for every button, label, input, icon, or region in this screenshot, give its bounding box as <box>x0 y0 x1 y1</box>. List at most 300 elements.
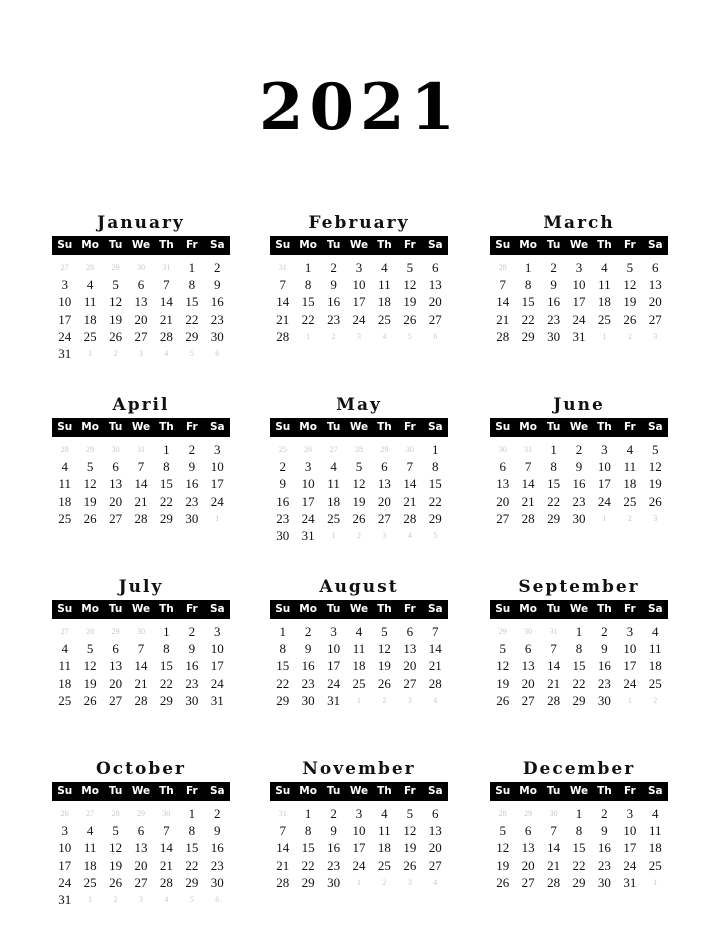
day-cell: 10 <box>623 641 637 657</box>
adjacent-month-day: 2 <box>627 513 632 523</box>
day-cell: 21 <box>547 675 561 691</box>
weekday-label: Sa <box>209 239 225 251</box>
day-cell: 12 <box>403 277 417 293</box>
weekday-label: Sa <box>647 421 663 433</box>
adjacent-month-day: 5 <box>433 530 438 540</box>
day-cell: 6 <box>652 260 659 275</box>
adjacent-month-day: 3 <box>407 877 412 887</box>
day-cell: 12 <box>623 277 637 293</box>
day-cell: 9 <box>188 459 196 475</box>
adjacent-month-day: 30 <box>136 263 145 272</box>
adjacent-month-day: 2 <box>382 877 387 887</box>
weekday-label: We <box>569 785 589 797</box>
day-cell: 31 <box>58 345 72 361</box>
day-cell: 14 <box>134 658 148 674</box>
day-cell: 9 <box>575 459 583 475</box>
day-cell: 13 <box>521 840 535 856</box>
weekday-header <box>490 600 668 619</box>
day-cell: 20 <box>403 658 417 674</box>
day-cell: 1 <box>550 442 557 457</box>
day-cell: 27 <box>428 857 442 873</box>
weekday-label: Mo <box>299 785 317 797</box>
adjacent-month-day: 1 <box>356 695 361 705</box>
day-cell: 18 <box>83 311 97 327</box>
adjacent-month-day: 30 <box>111 445 120 454</box>
day-cell: 30 <box>327 874 341 890</box>
day-cell: 16 <box>301 658 315 674</box>
adjacent-month-day: 6 <box>215 894 220 904</box>
day-cell: 25 <box>83 874 97 890</box>
day-cell: 7 <box>499 277 506 293</box>
day-cell: 11 <box>58 658 71 674</box>
adjacent-month-day: 28 <box>498 263 507 272</box>
day-cell: 21 <box>159 311 173 327</box>
day-cell: 22 <box>547 493 561 509</box>
day-cell: 23 <box>547 311 561 327</box>
weekday-label: Mo <box>81 421 99 433</box>
day-cell: 26 <box>403 311 417 327</box>
adjacent-month-day: 28 <box>111 809 120 818</box>
day-cell: 14 <box>547 840 561 856</box>
weekday-header <box>270 782 448 801</box>
day-cell: 24 <box>327 675 341 691</box>
day-cell: 29 <box>185 328 199 344</box>
day-cell: 24 <box>58 874 72 890</box>
day-cell: 8 <box>575 641 583 657</box>
day-cell: 2 <box>330 806 337 821</box>
month-april <box>52 393 230 527</box>
day-cell: 17 <box>623 840 637 856</box>
day-cell: 30 <box>301 692 315 708</box>
month-name: August <box>319 577 399 597</box>
year-title: 2021 <box>258 70 462 145</box>
weekday-label: Th <box>597 239 612 251</box>
adjacent-month-day: 5 <box>189 894 194 904</box>
day-cell: 22 <box>301 857 315 873</box>
day-grid <box>490 441 668 527</box>
weekday-label: Su <box>495 785 511 797</box>
day-cell: 4 <box>381 806 388 821</box>
weekday-header <box>490 782 668 801</box>
day-cell: 13 <box>377 476 391 492</box>
day-cell: 2 <box>601 624 608 639</box>
day-cell: 17 <box>210 476 224 492</box>
day-cell: 3 <box>575 260 583 275</box>
weekday-label: Mo <box>81 603 99 615</box>
day-cell: 16 <box>185 476 199 492</box>
day-cell: 8 <box>304 823 312 839</box>
day-cell: 17 <box>352 840 366 856</box>
day-cell: 7 <box>550 641 557 657</box>
day-cell: 11 <box>649 641 662 657</box>
day-cell: 10 <box>210 641 224 657</box>
day-cell: 27 <box>521 874 535 890</box>
day-cell: 22 <box>159 675 173 691</box>
day-cell: 6 <box>137 277 145 293</box>
day-grid <box>270 805 448 891</box>
day-cell: 15 <box>572 658 586 674</box>
month-august <box>270 575 448 709</box>
day-cell: 2 <box>304 624 312 639</box>
adjacent-month-day: 1 <box>627 695 632 705</box>
day-cell: 30 <box>597 874 611 890</box>
day-cell: 13 <box>521 658 535 674</box>
adjacent-month-day: 31 <box>549 627 558 636</box>
day-cell: 18 <box>377 840 391 856</box>
month-name: July <box>118 577 164 597</box>
day-cell: 4 <box>355 624 363 639</box>
weekday-label: Tu <box>546 785 561 797</box>
day-cell: 26 <box>352 510 366 526</box>
day-cell: 11 <box>649 823 662 839</box>
day-cell: 10 <box>58 294 72 310</box>
adjacent-month-day: 26 <box>60 809 69 818</box>
day-cell: 28 <box>428 675 442 691</box>
day-cell: 22 <box>185 857 199 873</box>
day-cell: 3 <box>355 260 363 275</box>
day-cell: 15 <box>185 294 199 310</box>
day-cell: 12 <box>496 658 510 674</box>
day-cell: 20 <box>134 311 148 327</box>
day-cell: 22 <box>428 493 442 509</box>
day-cell: 23 <box>327 311 341 327</box>
day-cell: 28 <box>496 328 510 344</box>
weekday-label: We <box>131 421 151 433</box>
day-cell: 31 <box>301 527 315 543</box>
day-cell: 7 <box>432 624 439 639</box>
day-cell: 27 <box>134 874 148 890</box>
day-cell: 27 <box>377 510 391 526</box>
weekday-label: Fr <box>624 239 636 251</box>
day-cell: 26 <box>648 493 662 509</box>
day-cell: 13 <box>428 823 442 839</box>
day-cell: 19 <box>352 493 366 509</box>
day-cell: 1 <box>188 806 196 821</box>
weekday-label: Fr <box>186 785 198 797</box>
day-cell: 11 <box>58 476 71 492</box>
day-cell: 15 <box>301 294 315 310</box>
weekday-header <box>52 418 230 437</box>
weekday-label: We <box>569 421 589 433</box>
weekday-label: Su <box>275 239 291 251</box>
day-cell: 21 <box>159 857 173 873</box>
adjacent-month-day: 30 <box>524 627 533 636</box>
day-cell: 4 <box>626 442 634 457</box>
weekday-label: Mo <box>519 421 537 433</box>
day-grid <box>270 441 448 544</box>
day-cell: 21 <box>276 311 290 327</box>
day-cell: 13 <box>428 277 442 293</box>
adjacent-month-day: 30 <box>498 445 507 454</box>
day-cell: 9 <box>304 641 312 657</box>
day-cell: 25 <box>648 675 662 691</box>
adjacent-month-day: 31 <box>278 809 287 818</box>
day-cell: 10 <box>301 476 315 492</box>
day-grid <box>52 805 230 908</box>
weekday-label: Sa <box>647 603 663 615</box>
adjacent-month-day: 27 <box>60 627 69 636</box>
day-cell: 29 <box>521 328 535 344</box>
day-cell: 16 <box>276 493 290 509</box>
day-cell: 11 <box>352 641 366 657</box>
day-grid <box>490 805 668 891</box>
adjacent-month-day: 3 <box>138 894 143 904</box>
weekday-label: We <box>131 785 151 797</box>
adjacent-month-day: 27 <box>86 809 95 818</box>
weekday-label: Su <box>57 603 73 615</box>
month-name: April <box>112 395 170 415</box>
day-cell: 1 <box>524 260 532 275</box>
day-cell: 2 <box>575 442 583 457</box>
day-cell: 17 <box>58 857 72 873</box>
day-cell: 21 <box>276 857 290 873</box>
day-cell: 13 <box>648 277 662 293</box>
adjacent-month-day: 6 <box>433 331 438 341</box>
day-cell: 3 <box>61 277 68 293</box>
day-cell: 24 <box>210 675 224 691</box>
day-cell: 20 <box>521 675 535 691</box>
day-cell: 28 <box>159 874 173 890</box>
day-cell: 28 <box>521 510 535 526</box>
day-cell: 1 <box>304 260 312 275</box>
day-cell: 15 <box>547 476 561 492</box>
weekday-label: We <box>131 603 151 615</box>
day-cell: 19 <box>377 658 391 674</box>
weekday-label: Mo <box>81 239 99 251</box>
day-cell: 27 <box>109 692 123 708</box>
day-cell: 26 <box>83 692 97 708</box>
day-cell: 25 <box>352 675 366 691</box>
weekday-label: Tu <box>108 421 123 433</box>
day-cell: 16 <box>327 840 341 856</box>
day-cell: 28 <box>547 692 561 708</box>
day-cell: 4 <box>652 624 659 639</box>
day-cell: 19 <box>403 294 417 310</box>
day-cell: 17 <box>301 493 315 509</box>
day-cell: 5 <box>86 459 94 475</box>
day-cell: 29 <box>301 874 315 890</box>
adjacent-month-day: 27 <box>60 263 69 272</box>
weekday-label: Mo <box>519 785 537 797</box>
weekday-label: Mo <box>519 239 537 251</box>
day-cell: 9 <box>330 277 337 293</box>
weekday-label: Mo <box>519 603 537 615</box>
weekday-label: Tu <box>546 603 561 615</box>
weekday-header <box>270 418 448 437</box>
day-cell: 4 <box>601 260 608 275</box>
day-cell: 28 <box>403 510 417 526</box>
adjacent-month-day: 30 <box>549 809 558 818</box>
day-cell: 15 <box>159 476 173 492</box>
day-cell: 6 <box>112 459 119 475</box>
day-cell: 27 <box>134 328 148 344</box>
day-cell: 3 <box>626 806 634 821</box>
day-cell: 9 <box>550 277 557 293</box>
weekday-label: Sa <box>647 785 663 797</box>
weekday-label: Th <box>159 421 174 433</box>
day-cell: 9 <box>330 823 337 839</box>
day-cell: 19 <box>109 311 123 327</box>
weekday-label: Mo <box>299 603 317 615</box>
weekday-label: Su <box>495 421 511 433</box>
adjacent-month-day: 29 <box>111 627 120 636</box>
weekday-label: We <box>569 603 589 615</box>
adjacent-month-day: 1 <box>88 348 93 358</box>
adjacent-month-day: 3 <box>407 695 412 705</box>
day-cell: 17 <box>352 294 366 310</box>
day-cell: 6 <box>524 823 532 839</box>
day-cell: 19 <box>109 857 123 873</box>
adjacent-month-day: 30 <box>405 445 414 454</box>
day-cell: 20 <box>377 493 391 509</box>
day-cell: 26 <box>623 311 637 327</box>
weekday-label: Tu <box>326 239 341 251</box>
day-cell: 5 <box>626 260 634 275</box>
day-cell: 15 <box>572 840 586 856</box>
adjacent-month-day: 1 <box>356 877 361 887</box>
day-cell: 13 <box>134 294 148 310</box>
day-cell: 5 <box>652 442 659 457</box>
month-name: February <box>308 213 410 233</box>
day-cell: 16 <box>185 658 199 674</box>
day-cell: 18 <box>623 476 637 492</box>
adjacent-month-day: 2 <box>113 894 118 904</box>
weekday-label: Mo <box>299 421 317 433</box>
day-cell: 18 <box>83 857 97 873</box>
adjacent-month-day: 28 <box>498 809 507 818</box>
adjacent-month-day: 2 <box>356 530 361 540</box>
adjacent-month-day: 29 <box>86 445 95 454</box>
day-cell: 21 <box>496 311 510 327</box>
adjacent-month-day: 29 <box>111 263 120 272</box>
adjacent-month-day: 29 <box>380 445 389 454</box>
day-cell: 7 <box>163 823 170 839</box>
day-cell: 24 <box>623 675 637 691</box>
adjacent-month-day: 29 <box>136 809 145 818</box>
day-cell: 25 <box>377 857 391 873</box>
adjacent-month-day: 31 <box>162 263 171 272</box>
day-cell: 10 <box>572 277 586 293</box>
weekday-label: Th <box>159 239 174 251</box>
day-cell: 5 <box>499 641 506 657</box>
day-cell: 23 <box>185 675 199 691</box>
day-cell: 1 <box>188 260 196 275</box>
month-may <box>270 393 448 544</box>
weekday-label: Mo <box>299 239 317 251</box>
day-cell: 14 <box>403 476 417 492</box>
weekday-label: Su <box>495 603 511 615</box>
weekday-label: Su <box>275 603 291 615</box>
day-cell: 3 <box>355 806 363 821</box>
day-cell: 2 <box>279 459 286 475</box>
month-name: September <box>518 577 640 597</box>
day-cell: 22 <box>572 675 586 691</box>
day-cell: 28 <box>276 874 290 890</box>
day-cell: 4 <box>86 277 94 293</box>
day-cell: 11 <box>378 823 391 839</box>
day-cell: 17 <box>327 658 341 674</box>
day-cell: 8 <box>279 641 286 657</box>
day-cell: 16 <box>572 476 586 492</box>
day-cell: 8 <box>575 823 583 839</box>
month-november <box>270 757 448 891</box>
day-cell: 9 <box>214 277 221 293</box>
day-cell: 30 <box>185 510 199 526</box>
day-cell: 8 <box>550 459 557 475</box>
day-cell: 28 <box>276 328 290 344</box>
day-cell: 22 <box>572 857 586 873</box>
weekday-header <box>52 600 230 619</box>
weekday-header <box>490 418 668 437</box>
day-cell: 17 <box>210 658 224 674</box>
day-cell: 17 <box>58 311 72 327</box>
day-cell: 23 <box>572 493 586 509</box>
month-name: January <box>97 213 185 233</box>
day-cell: 7 <box>137 641 145 657</box>
day-cell: 17 <box>572 294 586 310</box>
adjacent-month-day: 1 <box>306 331 311 341</box>
day-cell: 8 <box>188 823 196 839</box>
day-cell: 7 <box>279 823 286 839</box>
day-cell: 26 <box>83 510 97 526</box>
weekday-label: Tu <box>108 785 123 797</box>
weekday-label: Mo <box>81 785 99 797</box>
adjacent-month-day: 28 <box>354 445 363 454</box>
day-cell: 4 <box>652 806 659 821</box>
day-cell: 5 <box>381 624 388 639</box>
day-cell: 20 <box>109 675 123 691</box>
day-cell: 31 <box>623 874 637 890</box>
adjacent-month-day: 1 <box>653 877 658 887</box>
day-cell: 10 <box>58 840 72 856</box>
weekday-label: Th <box>159 785 174 797</box>
day-cell: 5 <box>406 806 414 821</box>
adjacent-month-day: 3 <box>138 348 143 358</box>
day-cell: 9 <box>214 823 221 839</box>
day-cell: 9 <box>279 476 286 492</box>
month-september <box>490 575 668 709</box>
month-name: June <box>553 395 605 415</box>
weekday-label: Th <box>377 421 392 433</box>
adjacent-month-day: 28 <box>86 263 95 272</box>
month-name: March <box>543 213 615 233</box>
day-cell: 14 <box>159 294 173 310</box>
day-cell: 8 <box>163 641 170 657</box>
day-cell: 22 <box>521 311 535 327</box>
weekday-label: Su <box>57 421 73 433</box>
adjacent-month-day: 4 <box>382 331 387 341</box>
day-cell: 31 <box>327 692 341 708</box>
day-cell: 27 <box>496 510 510 526</box>
day-cell: 7 <box>550 823 557 839</box>
day-cell: 16 <box>597 840 611 856</box>
adjacent-month-day: 1 <box>331 530 336 540</box>
day-cell: 24 <box>352 857 366 873</box>
day-cell: 23 <box>210 311 224 327</box>
day-cell: 13 <box>403 641 417 657</box>
day-cell: 13 <box>134 840 148 856</box>
month-october <box>52 757 230 908</box>
day-cell: 23 <box>185 493 199 509</box>
day-cell: 25 <box>597 311 611 327</box>
day-cell: 22 <box>301 311 315 327</box>
day-cell: 13 <box>109 476 123 492</box>
adjacent-month-day: 3 <box>382 530 387 540</box>
day-cell: 18 <box>58 675 72 691</box>
adjacent-month-day: 2 <box>653 695 658 705</box>
day-cell: 28 <box>134 510 148 526</box>
day-cell: 23 <box>301 675 315 691</box>
